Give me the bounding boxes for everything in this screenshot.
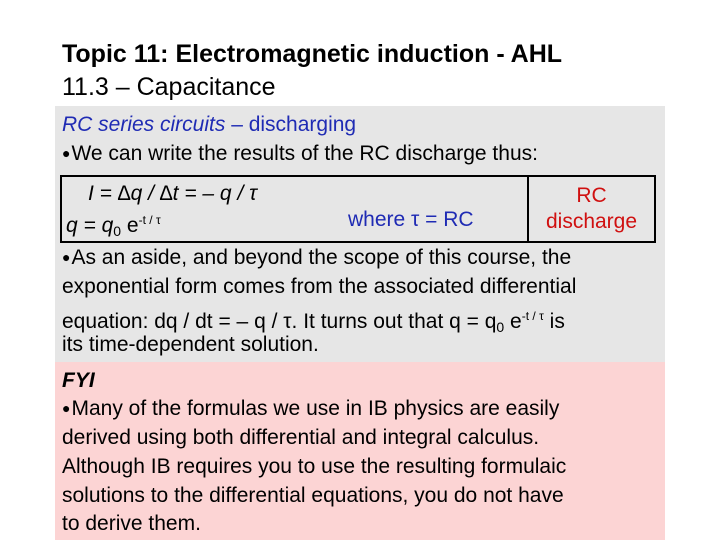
fyi-line-5: to derive them. [62,512,201,535]
fyi-line-4: solutions to the differential equations, you do not have [62,484,564,507]
fyi-line-1: ●Many of the formulas we use in IB physics are easily [62,397,560,420]
aside-line-1: ●As an aside, and beyond the scope of this course, the [62,246,572,269]
current-equation: I = ∆q / ∆t = – q / τ [88,182,257,205]
subtopic-title: 11.3 – Capacitance [62,73,276,101]
fyi-heading: FYI [62,369,95,392]
section-heading-italic: RC series circuits [62,113,226,136]
bullet-icon: ● [62,145,71,161]
aside-line-3: equation: dq / dt = – q / τ. It turns out that $q = q_0$ $e^{-t / \tau}$ is [62,309,565,335]
section-heading [62,113,356,137]
time-constant-note: where τ = RC [348,208,474,231]
rc-discharge-label: RC discharge [545,184,638,233]
bullet-results-text: We can write the results of the RC discharge thus: [71,142,538,165]
fyi-line-3: Although IB requires you to use the resulting formulaic [62,455,567,478]
bullet-results [62,142,538,167]
equation-box [60,175,656,243]
bullet-icon: ● [62,400,71,416]
topic-title: Topic 11: Electromagnetic induction - AHL [62,40,563,68]
charge-equation: $q = q_0$ $e^{-t / \tau}$ [66,213,161,239]
slide-title [62,38,562,104]
section-heading-rest: – discharging [225,113,357,136]
fyi-line-2: derived using both differential and integral calculus. [62,426,540,449]
aside-line-2: exponential form comes from the associated differential [62,275,577,298]
aside-line-4: its time-dependent solution. [62,333,319,356]
bullet-icon: ● [62,249,71,265]
